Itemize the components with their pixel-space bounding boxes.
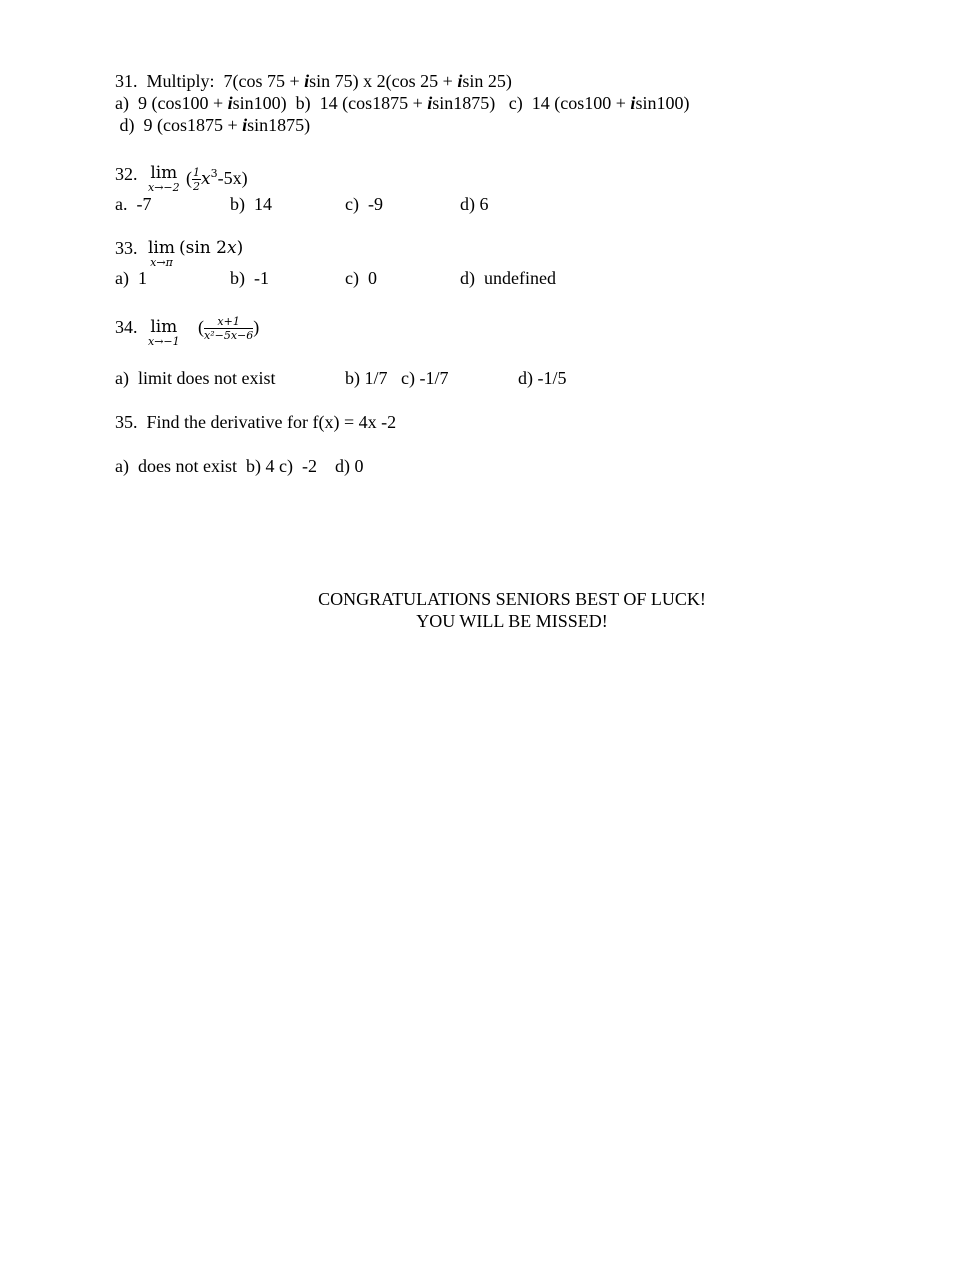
question-32-option-d: d) 6 — [460, 194, 489, 214]
question-33-expression: (sin 2x) — [179, 238, 244, 258]
question-33-limit: lim x→π — [148, 238, 175, 269]
question-34-number: 34. — [115, 317, 138, 337]
fraction-one-half: $\frac{1}{2}$ — [193, 166, 200, 194]
closing-message-line-2: YOU WILL BE MISSED! — [416, 611, 608, 631]
question-34-limit: lim x→−1 — [148, 317, 180, 348]
question-35-options: a) does not exist b) 4 c) -2 d) 0 — [115, 456, 364, 476]
question-35-stem: 35. Find the derivative for f(x) = 4x -2 — [115, 412, 397, 432]
question-33-option-c: c) 0 — [345, 268, 377, 288]
question-31-options-abc — [115, 92, 689, 114]
option-c: c) 14 (cos100 + isin100) — [508, 93, 690, 113]
option-a: a) 9 (cos100 + isin100) — [115, 93, 296, 113]
option-b: b) 14 (cos1875 + isin1875) — [295, 93, 509, 113]
question-32-expression: ( $\frac{1}{2}$ $x^3-5x$) — [186, 166, 248, 194]
question-34-option-d: d) -1/5 — [518, 368, 567, 388]
question-31-option-d: d) 9 (cos1875 + isin1875) — [115, 115, 311, 135]
question-33-option-d: d) undefined — [460, 268, 556, 288]
question-32-option-b: b) 14 — [230, 194, 272, 214]
question-32-number: 32. — [115, 164, 138, 184]
question-32-limit: lim x→−2 — [148, 163, 180, 194]
question-34-options-bc: b) 1/7 c) -1/7 — [345, 368, 449, 388]
question-33-option-b: b) -1 — [230, 268, 269, 288]
question-32-option-c: c) -9 — [345, 194, 383, 214]
question-33-option-a: a) 1 — [115, 268, 147, 288]
fraction-rational: $\frac{x+1}{\text{x²−5x−6}}$ — [204, 315, 254, 343]
question-33-number: 33. — [115, 238, 138, 258]
closing-message-line-1: CONGRATULATIONS SENIORS BEST OF LUCK! — [318, 589, 706, 609]
question-32-option-a: a. -7 — [115, 194, 152, 214]
question-34-expression: ( $\frac{x+1}{\text{x²−5x−6}}$ ) — [198, 315, 260, 343]
question-31-stem: 31. Multiply: 7(cos 75 + isin 75) x 2(cos 25 + isin 25) — [115, 71, 512, 91]
question-34-option-a: a) limit does not exist — [115, 368, 276, 388]
